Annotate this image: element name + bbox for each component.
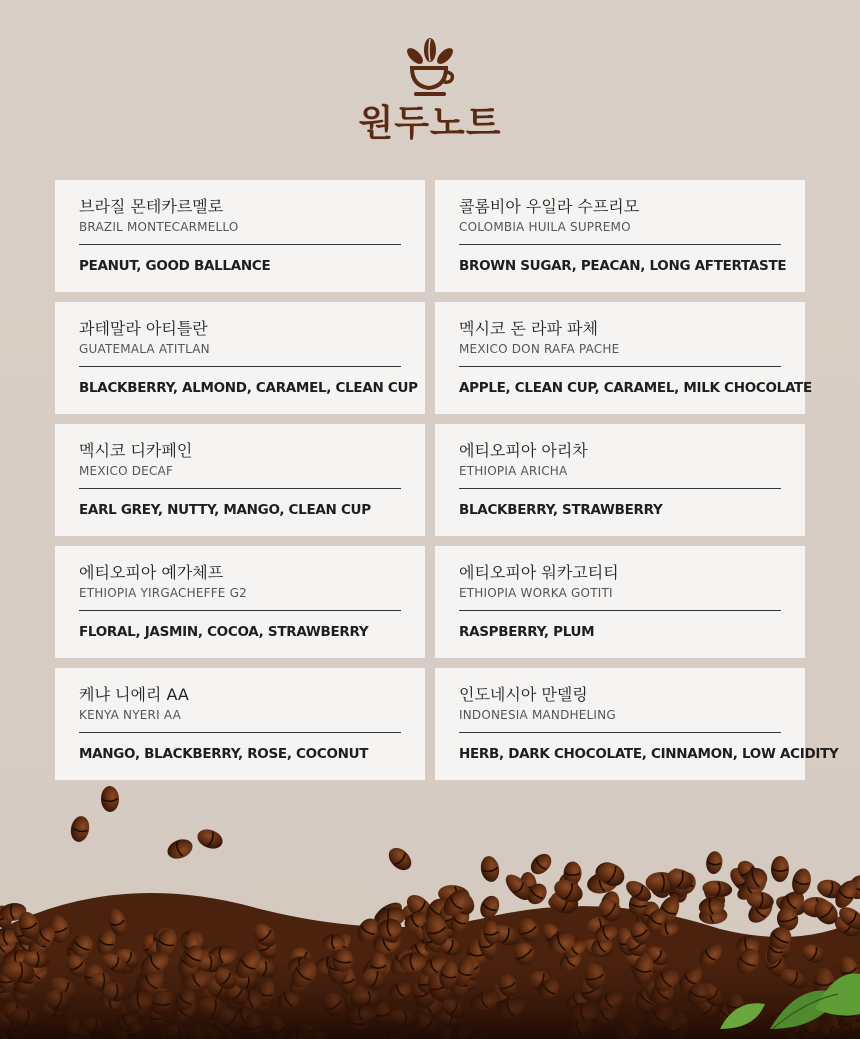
divider: [459, 244, 781, 245]
coffee-grid: [55, 180, 839, 780]
coffee-name-ko: 멕시코 디카페인: [79, 441, 193, 460]
coffee-card: [435, 668, 839, 780]
coffee-name-ko: 과테말라 아티틀란: [79, 319, 208, 338]
coffee-name-en: BRAZIL MONTECARMELLO: [79, 220, 239, 234]
tasting-notes: RASPBERRY, PLUM: [459, 624, 595, 640]
coffee-name-en: GUATEMALA ATITLAN: [79, 342, 210, 356]
divider: [459, 366, 781, 367]
coffee-card: [55, 180, 425, 292]
coffee-card: [435, 180, 805, 292]
coffee-beans-pile-image: [0, 779, 860, 1039]
coffee-name-en: ETHIOPIA ARICHA: [459, 464, 568, 478]
tasting-notes: HERB, DARK CHOCOLATE, CINNAMON, LOW ACIDITY: [459, 746, 839, 762]
divider: [79, 488, 401, 489]
coffee-cup-with-beans-icon: [400, 36, 460, 98]
divider: [459, 610, 781, 611]
tasting-notes: FLORAL, JASMIN, COCOA, STRAWBERRY: [79, 624, 369, 640]
coffee-card: [55, 424, 425, 536]
brand-title: 원두노트: [358, 103, 502, 144]
divider: [459, 732, 781, 733]
coffee-name-ko: 케냐 니에리 AA: [79, 685, 189, 704]
coffee-name-ko: 브라질 몬테카르멜로: [79, 197, 224, 216]
coffee-name-ko: 인도네시아 만델링: [459, 685, 588, 704]
coffee-card: [435, 302, 812, 414]
coffee-name-ko: 에티오피아 예가체프: [79, 563, 224, 582]
tasting-notes: EARL GREY, NUTTY, MANGO, CLEAN CUP: [79, 502, 371, 518]
divider: [459, 488, 781, 489]
tasting-notes: BLACKBERRY, STRAWBERRY: [459, 502, 663, 518]
coffee-card: [55, 302, 425, 414]
coffee-card: [55, 668, 425, 780]
divider: [79, 244, 401, 245]
tasting-notes: PEANUT, GOOD BALLANCE: [79, 258, 271, 274]
coffee-name-en: MEXICO DON RAFA PACHE: [459, 342, 620, 356]
header: [0, 36, 860, 144]
coffee-name-ko: 멕시코 돈 라파 파체: [459, 319, 598, 338]
coffee-card: [435, 546, 805, 658]
divider: [79, 732, 401, 733]
coffee-name-en: KENYA NYERI AA: [79, 708, 181, 722]
tasting-notes: APPLE, CLEAN CUP, CARAMEL, MILK CHOCOLATE: [459, 380, 812, 396]
coffee-name-ko: 콜롬비아 우일라 수프리모: [459, 197, 640, 216]
coffee-name-en: COLOMBIA HUILA SUPREMO: [459, 220, 631, 234]
divider: [79, 610, 401, 611]
tasting-notes: BROWN SUGAR, PEACAN, LONG AFTERTASTE: [459, 258, 787, 274]
coffee-name-en: INDONESIA MANDHELING: [459, 708, 616, 722]
coffee-name-en: ETHIOPIA WORKA GOTITI: [459, 586, 613, 600]
tasting-notes: BLACKBERRY, ALMOND, CARAMEL, CLEAN CUP: [79, 380, 418, 396]
coffee-name-ko: 에티오피아 워카고티티: [459, 563, 619, 582]
divider: [79, 366, 401, 367]
coffee-name-en: MEXICO DECAF: [79, 464, 174, 478]
coffee-card: [55, 546, 425, 658]
coffee-name-en: ETHIOPIA YIRGACHEFFE G2: [79, 586, 247, 600]
tasting-notes: MANGO, BLACKBERRY, ROSE, COCONUT: [79, 746, 369, 762]
coffee-name-ko: 에티오피아 아리차: [459, 441, 588, 460]
coffee-card: [435, 424, 805, 536]
